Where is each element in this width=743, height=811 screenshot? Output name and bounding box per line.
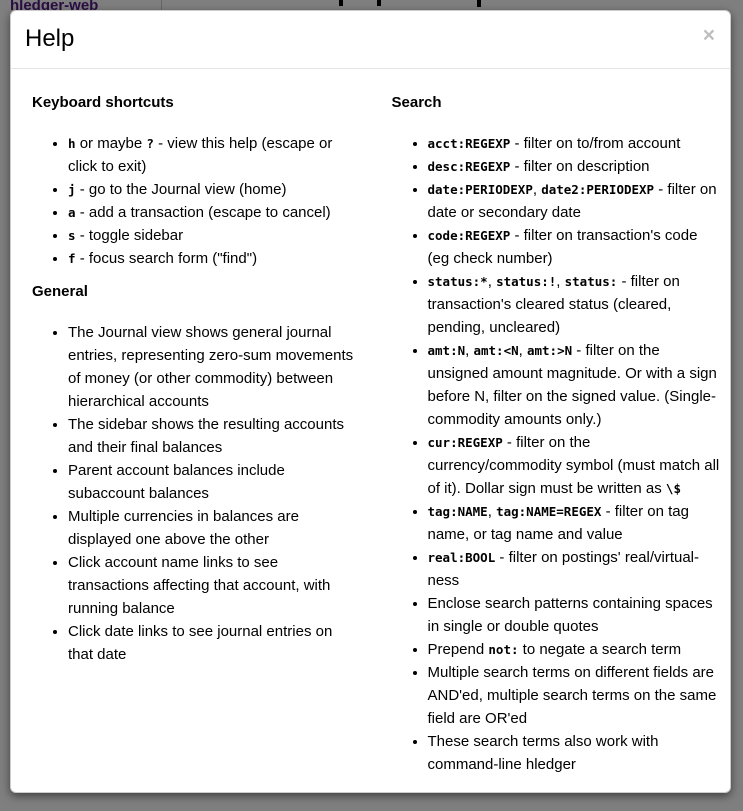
help-list-item: • Click account name links to see transactions affecting that account, with running balance xyxy=(68,551,361,620)
code-term: real:BOOL xyxy=(427,550,496,565)
help-list-item: • Prepend not: to negate a search term xyxy=(428,638,721,661)
code-term: \$ xyxy=(665,481,681,496)
help-list-item: • Click date links to see journal entries on that date xyxy=(68,620,361,666)
code-term: h xyxy=(68,136,76,151)
close-button[interactable]: × xyxy=(702,24,715,47)
section-heading: General xyxy=(32,283,88,300)
code-term: amt:N xyxy=(427,343,466,358)
code-term: amt:>N xyxy=(526,343,573,358)
help-list-item: • code:REGEXP - filter on transaction's code (eg check number) xyxy=(428,224,721,270)
code-term: tag:NAME xyxy=(427,504,488,519)
help-list-item: • tag:NAME, tag:NAME=REGEX - filter on tag name, or tag name and value xyxy=(428,500,721,546)
code-term: status:* xyxy=(427,274,488,289)
code-term: tag:NAME=REGEX xyxy=(496,504,602,519)
code-term: ? xyxy=(146,136,154,151)
help-list-item: • These search terms also work with command-line hledger xyxy=(428,730,721,776)
help-list-item: • Multiple currencies in balances are displayed one above the other xyxy=(68,505,361,551)
help-column-right xyxy=(381,81,721,786)
help-modal xyxy=(10,10,731,793)
help-list xyxy=(392,132,721,776)
help-list-item: • desc:REGEXP - filter on description xyxy=(428,155,721,178)
code-term: date2:PERIODEXP xyxy=(541,182,655,197)
help-list-item: • The Journal view shows general journal entries, representing zero-sum movements of money (or other commodity) between hierarchical accounts xyxy=(68,321,361,413)
code-term: a xyxy=(68,205,76,220)
code-term: amt:<N xyxy=(473,343,519,358)
help-list-item: • j - go to the Journal view (home) xyxy=(68,178,361,201)
help-list-item: • s - toggle sidebar xyxy=(68,224,361,247)
help-list-item: • status:*, status:!, status: - filter on transaction's cleared status (cleared, pending, uncleared) xyxy=(428,270,721,339)
help-list xyxy=(32,321,361,666)
help-list-item: • The sidebar shows the resulting accounts and their final balances xyxy=(68,413,361,459)
code-term: status:! xyxy=(496,274,557,289)
help-list-item: • a - add a transaction (escape to cancel) xyxy=(68,201,361,224)
modal-header xyxy=(11,11,730,69)
code-term: status: xyxy=(564,274,618,289)
help-list-item: • Parent account balances include subaccount balances xyxy=(68,459,361,505)
help-column-left xyxy=(21,81,361,676)
code-term: cur:REGEXP xyxy=(427,435,503,450)
code-term: not: xyxy=(488,642,519,657)
code-term: j xyxy=(68,182,76,197)
code-term: s xyxy=(68,228,76,243)
help-list-item: • Enclose search patterns containing spaces in single or double quotes xyxy=(428,592,721,638)
code-term: acct:REGEXP xyxy=(427,136,511,151)
code-term: desc:REGEXP xyxy=(427,159,511,174)
section-heading: Keyboard shortcuts xyxy=(32,94,174,111)
code-term: f xyxy=(68,251,76,266)
help-list-item: • f - focus search form ("find") xyxy=(68,247,361,270)
help-list xyxy=(32,132,361,270)
code-term: date:PERIODEXP xyxy=(427,182,533,197)
modal-title: Help xyxy=(25,25,75,52)
section-heading: Search xyxy=(391,94,442,111)
help-list-item: • h or maybe ? - view this help (escape or click to exit) xyxy=(68,132,361,178)
help-list-item: • Multiple search terms on different fields are AND'ed, multiple search terms on the same field are OR'ed xyxy=(428,661,721,730)
help-list-item: • date:PERIODEXP, date2:PERIODEXP - filter on date or secondary date xyxy=(428,178,721,224)
help-list-item: • amt:N, amt:<N, amt:>N - filter on the unsigned amount magnitude. Or with a sign before N, filter on the signed value. (Single-commodity amounts only.) xyxy=(428,339,721,431)
help-list-item: • acct:REGEXP - filter on to/from account xyxy=(428,132,721,155)
help-list-item: • real:BOOL - filter on postings' real/virtual-ness xyxy=(428,546,721,592)
code-term: code:REGEXP xyxy=(427,228,511,243)
help-list-item: • cur:REGEXP - filter on the currency/commodity symbol (must match all of it). Dollar sign must be written as \$ xyxy=(428,431,721,500)
modal-body xyxy=(11,69,730,806)
